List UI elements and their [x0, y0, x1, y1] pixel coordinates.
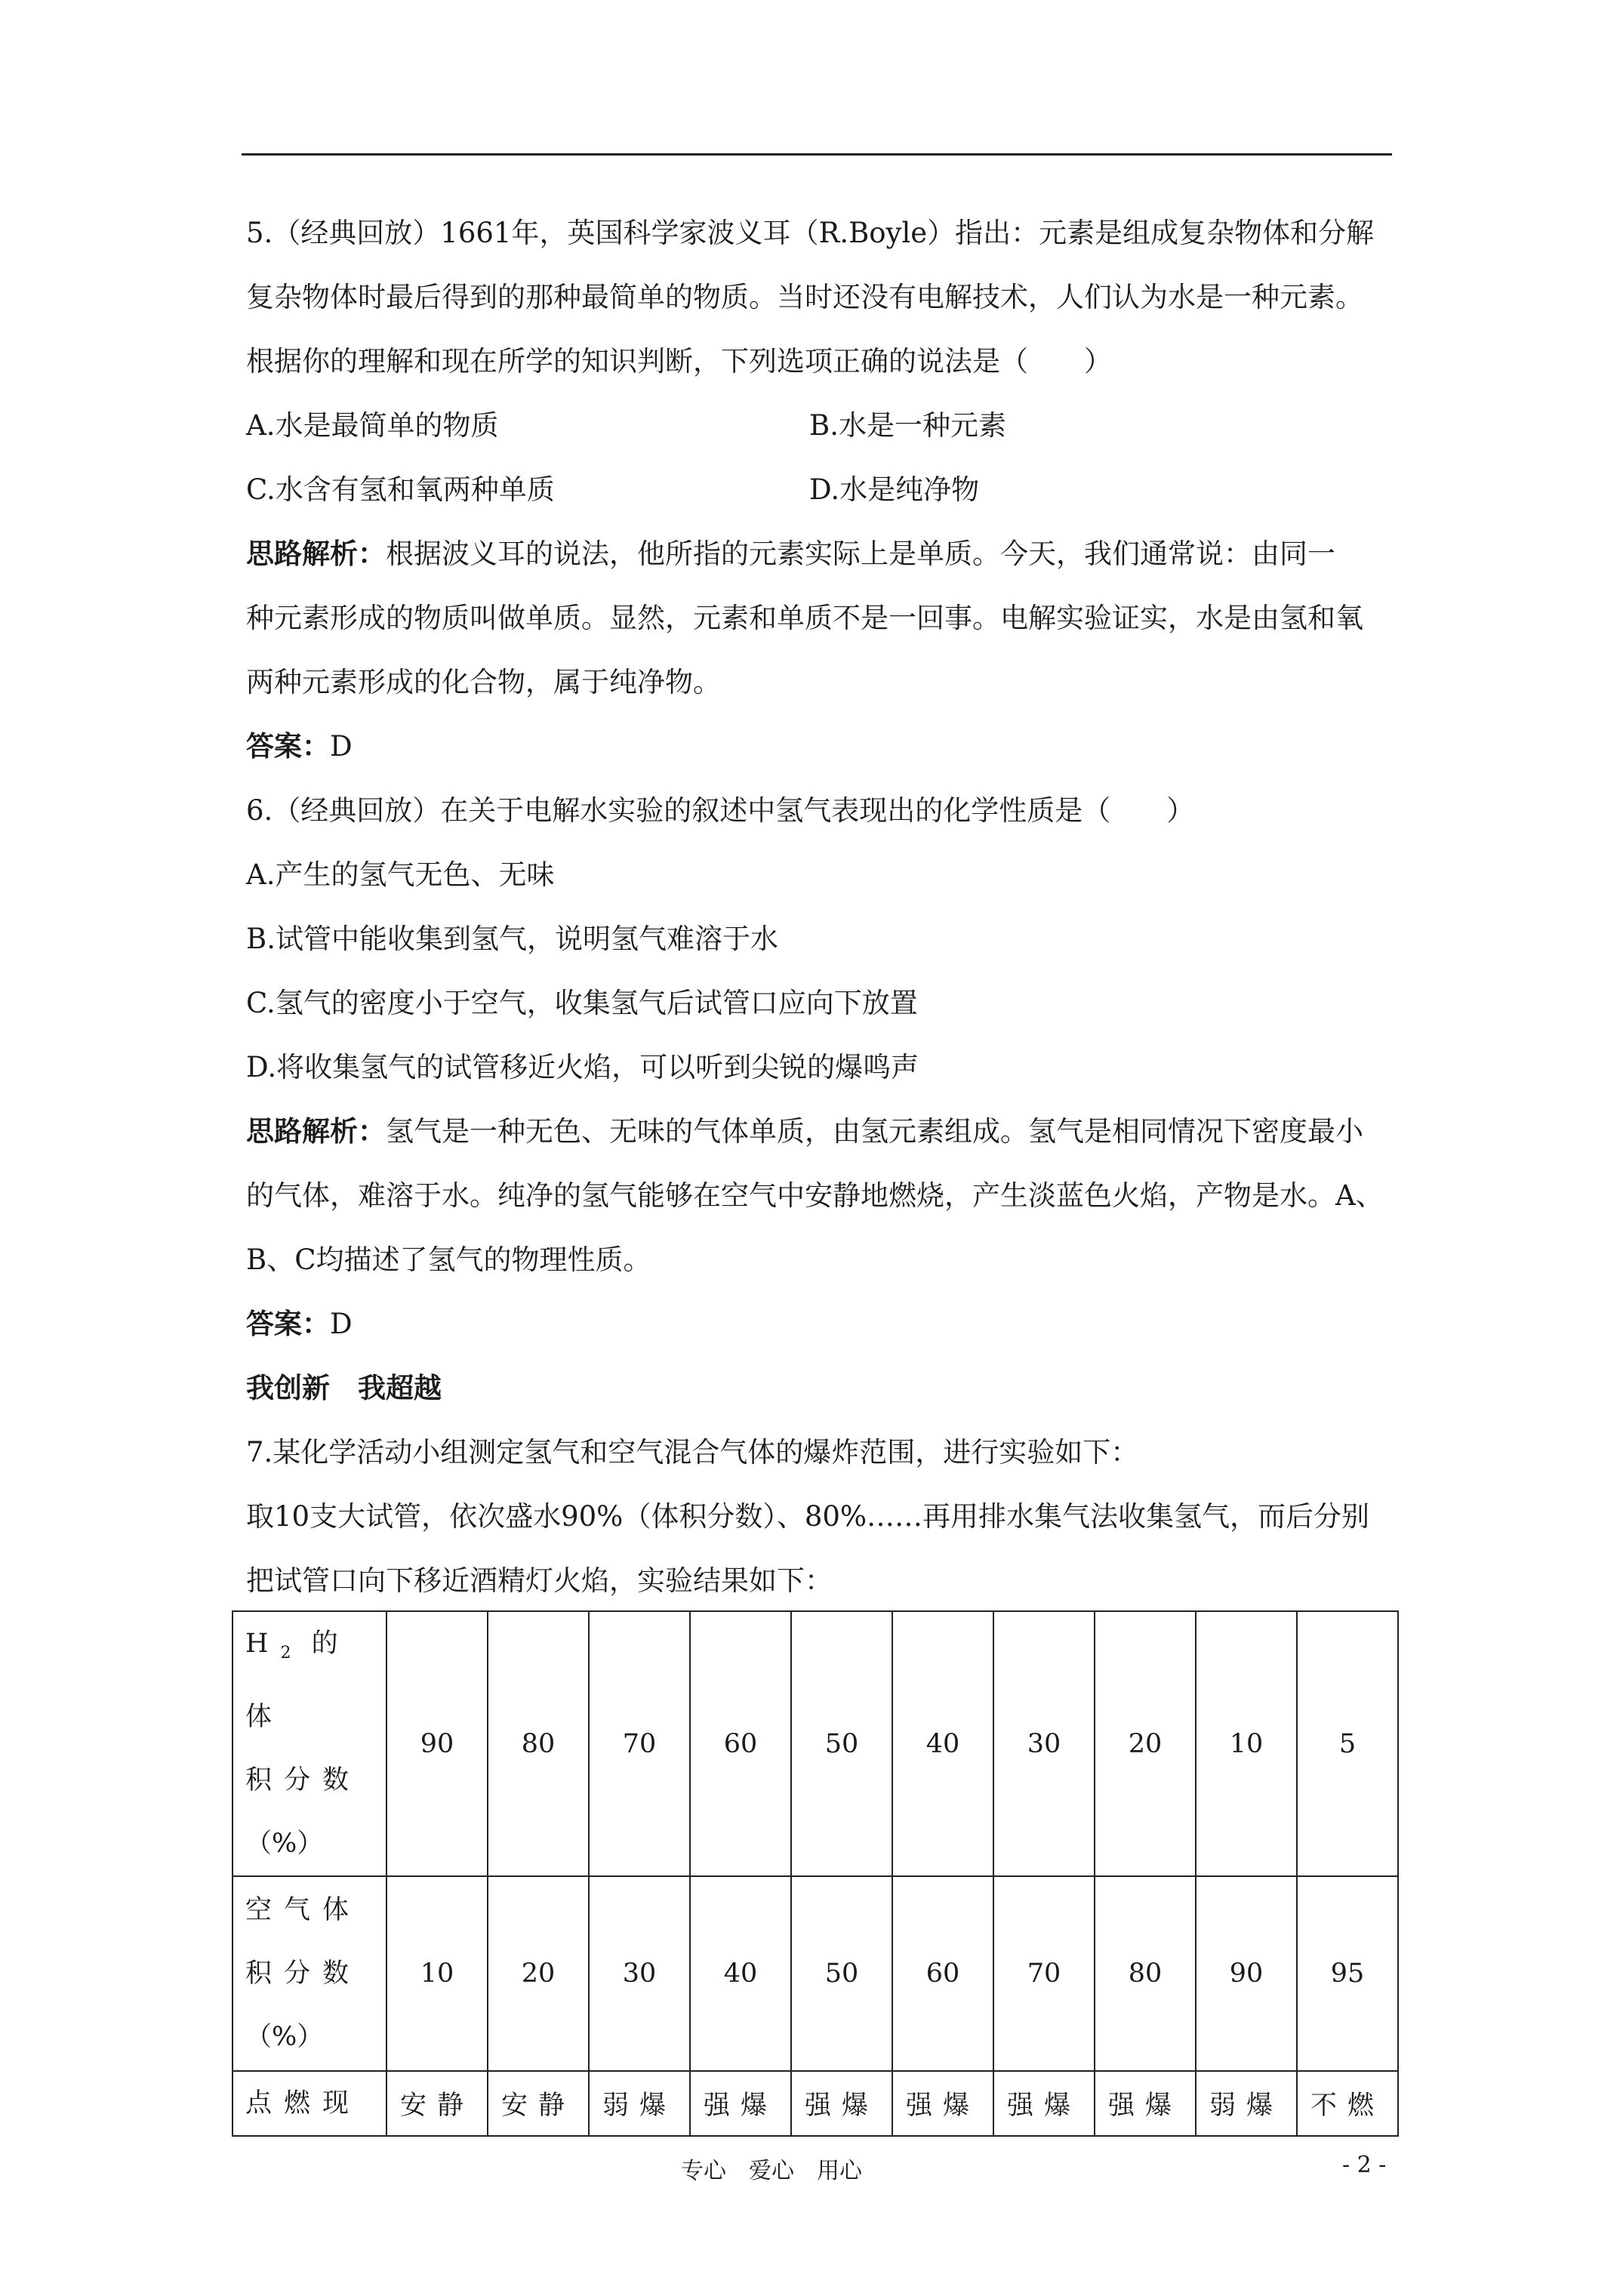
- q6-option-c: C.氢气的密度小于空气，收集氢气后试管口应向下放置: [246, 987, 918, 1019]
- table-cell: 10: [1196, 1611, 1297, 1876]
- q5-option-b: B.水是一种元素: [809, 409, 1006, 442]
- table-cell: 20: [488, 1876, 589, 2071]
- q6-analysis-text-1: 氢气是一种无色、无味的气体单质，由氢元素组成。氢气是相同情况下密度最小: [386, 1115, 1363, 1148]
- q6-answer-value: D: [330, 1308, 353, 1340]
- table-cell: 70: [993, 1876, 1095, 2071]
- table-row-air: [233, 1876, 1398, 2071]
- table-cell: 5: [1297, 1611, 1398, 1876]
- q5-analysis-line-3: 两种元素形成的化合物，属于纯净物。: [246, 666, 721, 698]
- q5-analysis-line-2: 种元素形成的物质叫做单质。显然，元素和单质不是一回事。电解实验证实，水是由氢和氧: [246, 602, 1363, 634]
- q5-analysis-text-1: 根据波义耳的说法，他所指的元素实际上是单质。今天，我们通常说：由同一: [386, 538, 1335, 570]
- table-cell: 70: [589, 1611, 690, 1876]
- table-cell: 10: [387, 1876, 488, 2071]
- row-header-h2-line-2: 积分数: [245, 1765, 362, 1795]
- table-cell: 安静: [387, 2071, 488, 2136]
- table-cell: 安静: [488, 2071, 589, 2136]
- q5-answer: [246, 714, 1394, 778]
- table-cell: 强爆: [791, 2071, 892, 2136]
- q5-analysis-line-1: [246, 522, 1394, 586]
- q5-option-d: D.水是纯净物: [809, 473, 980, 506]
- table-cell: 弱爆: [589, 2071, 690, 2136]
- q5-line-2: 复杂物体时最后得到的那种最简单的物质。当时还没有电解技术，人们认为水是一种元素。: [246, 281, 1363, 313]
- q7-line-1: 7.某化学活动小组测定氢气和空气混合气体的爆炸范围，进行实验如下：: [246, 1436, 1139, 1469]
- table-cell: 40: [690, 1876, 791, 2071]
- q7-line-3: 把试管口向下移近酒精灯火焰，实验结果如下：: [246, 1564, 833, 1597]
- q5-answer-label: 答案：: [246, 730, 330, 763]
- q5-line-1: 5.（经典回放）1661年，英国科学家波义耳（R.Boyle）指出：元素是组成复杂物体和分解: [246, 217, 1375, 249]
- q5-options-row-1: [246, 393, 1394, 458]
- h2-label-text: 的体: [245, 1629, 350, 1732]
- table-row-h2: [233, 1611, 1398, 1876]
- q5-option-a: A.水是最简单的物质: [246, 409, 499, 442]
- q6-option-b: B.试管中能收集到氢气，说明氢气难溶于水: [246, 923, 778, 955]
- table-cell: 30: [993, 1611, 1095, 1876]
- table-cell: 不燃: [1297, 2071, 1398, 2136]
- row-header-air-line-2: 积分数: [245, 1959, 362, 1989]
- explosion-results-table: [232, 1610, 1399, 2137]
- q6-analysis-line-3: B、C均描述了氢气的物理性质。: [246, 1244, 651, 1276]
- row-header-h2-line-1: [245, 1612, 386, 1749]
- q6-answer-label: 答案：: [246, 1308, 330, 1340]
- h2-subscript: 2: [280, 1644, 291, 1663]
- q6-analysis-line-2: 的气体，难溶于水。纯净的氢气能够在空气中安静地燃烧，产生淡蓝色火焰，产物是水。A、: [246, 1179, 1384, 1212]
- q6-analysis-line-1: [246, 1099, 1394, 1163]
- table-cell: 60: [892, 1876, 993, 2071]
- table-row-ignition: [233, 2071, 1398, 2136]
- q6-option-d: D.将收集氢气的试管移近火焰，可以听到尖锐的爆鸣声: [246, 1051, 919, 1083]
- q5-options-row-2: [246, 458, 1394, 522]
- table-cell: 80: [1095, 1876, 1196, 2071]
- q6-answer: [246, 1292, 1394, 1356]
- table-cell: 80: [488, 1611, 589, 1876]
- footer-motto: 专心 爱心 用心: [681, 2158, 862, 2184]
- page-number: - 2 -: [1342, 2152, 1387, 2178]
- q5-option-c: C.水含有氢和氧两种单质: [246, 473, 555, 506]
- table-cell: 95: [1297, 1876, 1398, 2071]
- q6-line-1: 6.（经典回放）在关于电解水实验的叙述中氢气表现出的化学性质是（ ）: [246, 794, 1195, 827]
- header-rule: [242, 153, 1392, 156]
- q7-line-2: 取10支大试管，依次盛水90%（体积分数）、80%……再用排水集气法收集氢气，而后分别: [246, 1500, 1370, 1533]
- page-content: [246, 201, 1394, 1613]
- table-cell: 30: [589, 1876, 690, 2071]
- row-header-h2-line-3: （%）: [245, 1829, 324, 1859]
- table-cell: 弱爆: [1196, 2071, 1297, 2136]
- row-header-air-line-3: （%）: [245, 2022, 324, 2052]
- q5-line-3: 根据你的理解和现在所学的知识判断，下列选项正确的说法是（ ）: [246, 345, 1112, 378]
- table-cell: 90: [387, 1611, 488, 1876]
- table-cell: 强爆: [690, 2071, 791, 2136]
- row-header-h2: [233, 1611, 387, 1876]
- table-cell: 90: [1196, 1876, 1297, 2071]
- row-header-ignition: 点燃现: [233, 2071, 387, 2136]
- table-cell: 50: [791, 1876, 892, 2071]
- table-cell: 强爆: [892, 2071, 993, 2136]
- table-cell: 40: [892, 1611, 993, 1876]
- q5-answer-value: D: [330, 730, 353, 763]
- q6-option-a: A.产生的氢气无色、无味: [246, 858, 555, 891]
- table-cell: 60: [690, 1611, 791, 1876]
- q5-analysis-label: 思路解析：: [246, 538, 386, 570]
- section-title: 我创新 我超越: [246, 1372, 442, 1404]
- table-cell: 强爆: [1095, 2071, 1196, 2136]
- h2-symbol: H: [245, 1629, 281, 1659]
- q6-analysis-label: 思路解析：: [246, 1115, 386, 1148]
- table-cell: 50: [791, 1611, 892, 1876]
- table-cell: 20: [1095, 1611, 1196, 1876]
- table-cell: 强爆: [993, 2071, 1095, 2136]
- row-header-air: [233, 1876, 387, 2071]
- row-header-air-line-1: 空气体: [245, 1895, 362, 1925]
